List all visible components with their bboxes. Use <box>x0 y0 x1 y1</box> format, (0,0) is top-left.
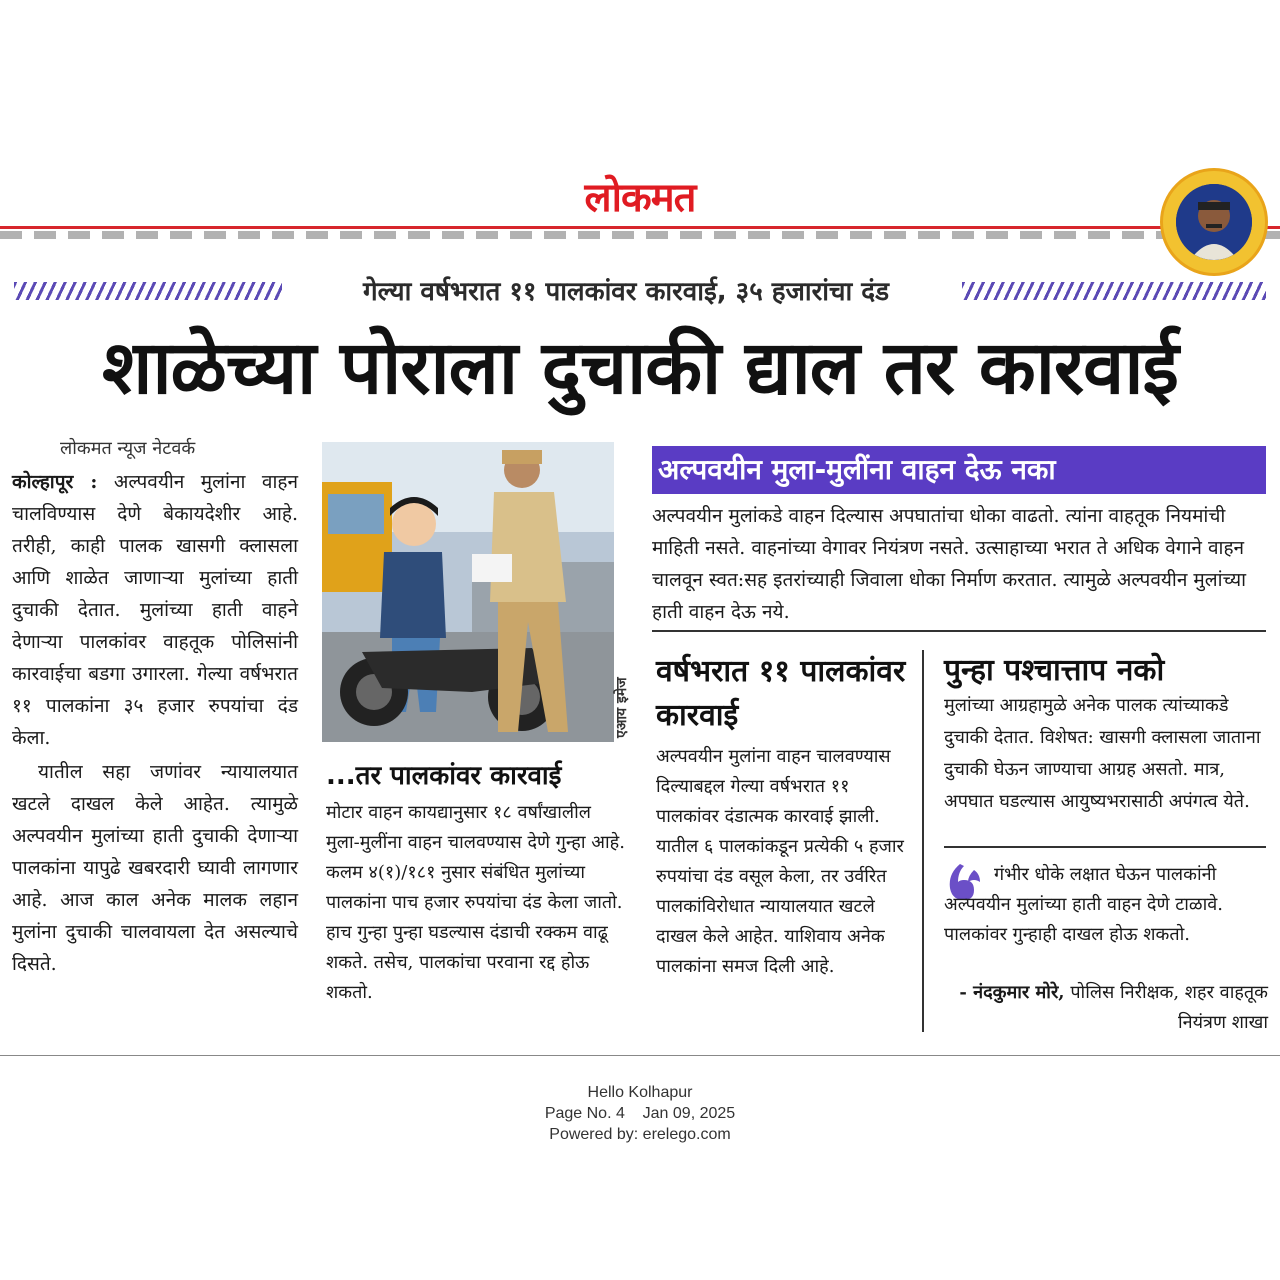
footer-rule <box>0 1055 1280 1056</box>
strap-headline: गेल्या वर्षभरात ११ पालकांवर कारवाई, ३५ हजारांचा दंड <box>363 277 889 307</box>
pull-quote: गंभीर धोके लक्षात घेऊन पालकांनी अल्पवयीन मुलांच्या हाती वाहन देणे टाळावे. पालकांवर गुन्हाही दाखल होऊ शकतो. <box>944 864 1224 945</box>
masthead-rule <box>0 226 1280 229</box>
article-column-4: मुलांच्या आग्रहामुळे अनेक पालक त्यांच्याकडे दुचाकी देतात. विशेषत: खासगी क्लासला जाताना दुचाकी घेऊन जाण्याचा आग्रह असतो. मात्र, अपघात घडल्यास आयुष्यभरासाठी अपंगत्व येते. <box>944 695 1261 812</box>
footer-powered-by: Powered by: erelego.com <box>549 1126 731 1143</box>
clipped-text-strip <box>0 231 1280 239</box>
byline: लोकमत न्यूज नेटवर्क <box>60 438 196 459</box>
quote-attribution <box>944 978 1268 1038</box>
column-divider <box>922 650 924 1032</box>
avatar <box>1176 184 1252 260</box>
footer-publication: Hello Kolhapur <box>587 1084 693 1101</box>
divider <box>652 630 1266 632</box>
strap-hatch-left <box>14 282 282 300</box>
attribution-name: - नंदकुमार मोरे, <box>959 982 1065 1003</box>
article-column-1 <box>12 466 298 980</box>
page-footer <box>0 1082 1280 1145</box>
paragraph: अल्पवयीन मुलांना वाहन चालविण्यास देणे बेकायदेशीर आहे. तरीही, काही पालक खासगी क्लासला आणि शाळेत जाणाऱ्या मुलांच्या हाती दुचाकी देतात. मुलांच्या हाती वाहने देणाऱ्या पालकांवर वाहतूक पोलिसांनी कारवाईचा बडगा उगारला. गेल्या वर्षभरात ११ पालकांना ३५ हजार रुपयांचा दंड केला. <box>12 471 299 749</box>
ai-illustration-image <box>322 442 614 742</box>
section-heading: पुन्हा पश्चात्ताप नको <box>944 653 1165 688</box>
paragraph: यातील सहा जणांवर न्यायालयात खटले दाखल केले आहेत. त्यामुळे अल्पवयीन मुलांच्या हाती दुचाकी देणाऱ्या पालकांना यापुढे खबरदारी घ्यावी लागणार आहे. आज काल अनेक मालक लहान मुलांना दुचाकी चालवायला देत असल्याचे दिसते. <box>12 761 298 975</box>
box-heading: अल्पवयीन मुला-मुलींना वाहन देऊ नका <box>652 446 1266 494</box>
attribution-title: पोलिस निरीक्षक, शहर वाहतूक नियंत्रण शाखा <box>1070 982 1268 1033</box>
photo-credit: एआय इमेज <box>614 677 630 738</box>
author-seal-badge <box>1160 168 1268 276</box>
newspaper-masthead: लोकमत <box>584 174 696 221</box>
main-headline: शाळेच्या पोराला दुचाकी द्याल तर कारवाई <box>102 325 1178 411</box>
section-heading: ...तर पालकांवर कारवाई <box>326 761 562 791</box>
article-column-2: मोटार वाहन कायद्यानुसार १८ वर्षांखालील मुला-मुलींना वाहन चालवण्यास देणे गुन्हा आहे. कलम ४(१)/१८१ नुसार संबंधित मुलांच्या पालकांना पाच हजार रुपयांचा दंड केला जातो. हाच गुन्हा पुन्हा घडल्यास दंडाची रक्कम वाढू शकते. तसेच, पालकांचा परवाना रद्द होऊ शकतो. <box>326 802 625 1003</box>
section-heading: वर्षभरात ११ पालकांवर कारवाई <box>656 654 906 733</box>
article-column-3: अल्पवयीन मुलांना वाहन चालवण्यास दिल्याबद्दल गेल्या वर्षभरात ११ पालकांवर दंडात्मक कारवाई झाली. यातील ६ पालकांकडून प्रत्येकी ५ हजार रुपयांचा दंड वसूल केला, तर उर्वरित पालकांविरोधात न्यायालयात खटले दाखल केले आहेत. याशिवाय अनेक पालकांना समज दिली आहे. <box>656 746 904 977</box>
divider <box>944 846 1266 848</box>
footer-page-date: Page No. 4 Jan 09, 2025 <box>544 1105 736 1122</box>
box-text: अल्पवयीन मुलांकडे वाहन दिल्यास अपघातांचा धोका वाढतो. त्यांना वाहतूक नियमांची माहिती नसते. वाहनांच्या वेगावर नियंत्रण नसते. उत्साहाच्या भरात ते अधिक वेगाने वाहन चालवून स्वत:सह इतरांच्याही जिवाला धोका निर्माण करतात. त्यामुळे अल्पवयीन मुलांच्या हाती वाहन देऊ नये. <box>652 505 1247 623</box>
strap-hatch-right <box>962 282 1266 300</box>
dateline: कोल्हापूर : <box>12 471 98 493</box>
